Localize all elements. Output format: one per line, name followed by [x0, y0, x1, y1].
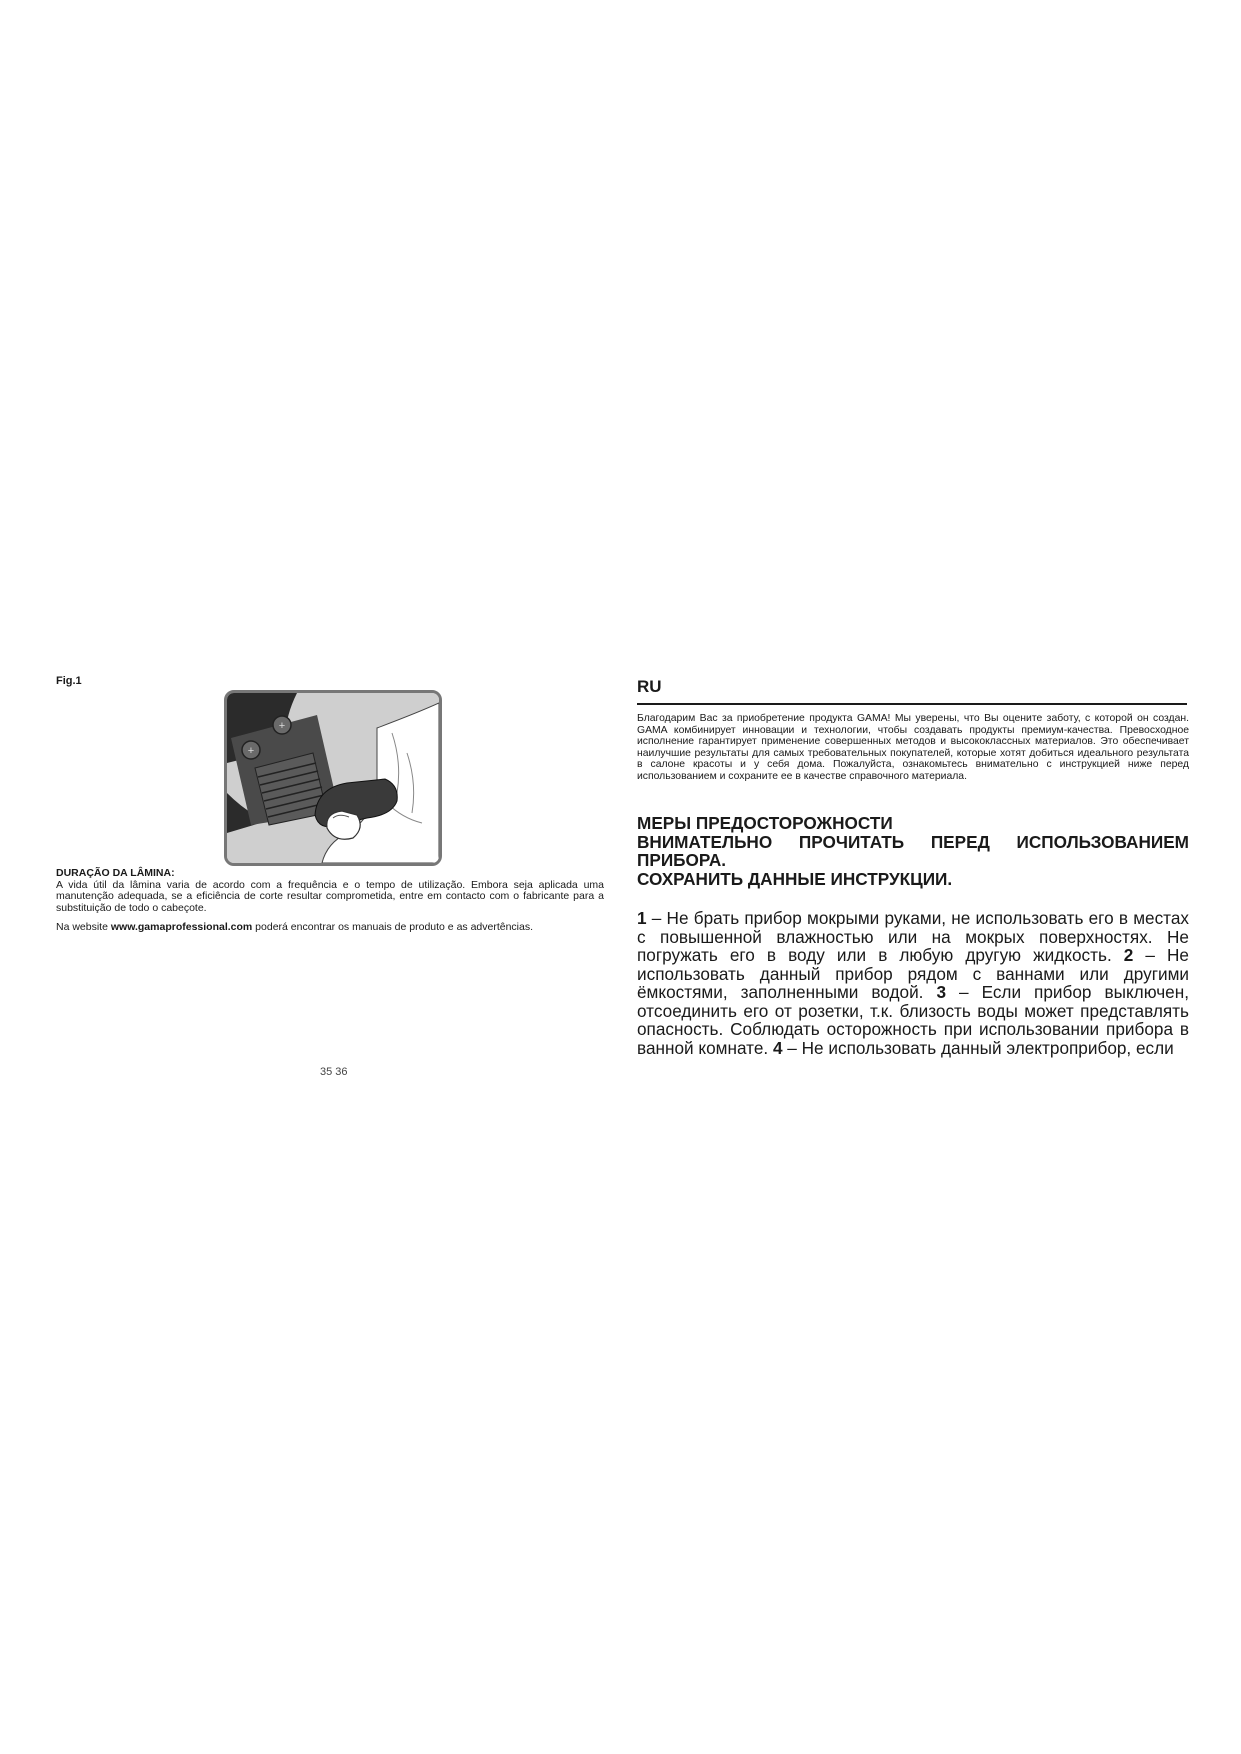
intro-paragraph: Благодарим Вас за приобретение продукта GAMA! Мы уверены, что Вы оцените заботу, с которой он создан. GAMA комбинирует инновации и технологии, чтобы создавать продукты премиум-качества. Превосходное исполнение гарантирует применение совершенных методов и высококлассных материалов. Это обеспечивает наилучшие результаты для самых требовательных покупателей, которые хотят добиться идеального результата в салоне красоты и у себя дома. Пожалуйста, ознакомьтесь внимательно с инструкцией ниже перед использованием и сохраните ее в качестве справочного материала. — [637, 713, 1189, 782]
item-number: 1 — [637, 908, 647, 928]
heading-divider — [637, 703, 1187, 705]
safety-heading-line: ПРИБОРА. — [637, 850, 727, 871]
website-prefix: Na website — [56, 921, 111, 933]
language-code: RU — [637, 677, 662, 696]
safety-heading-line: МЕРЫ ПРЕДОСТОРОЖНОСТИ — [637, 813, 893, 833]
blade-duration-heading: DURAÇÃO DA LÂMINA: — [56, 867, 175, 879]
svg-text:+: + — [278, 720, 286, 732]
item-text: – Не использовать данный прибор рядом с ваннами или другими ёмкостями, заполненными водой. — [637, 945, 1189, 1002]
svg-text:+: + — [247, 745, 255, 757]
item-text: – Если прибор выключен, отсоединить его от розетки, т.к. близость воды может представлять опасность. Соблюдать осторожность при использовании прибора в ванной комнате. — [637, 982, 1190, 1058]
website-note — [56, 921, 604, 933]
safety-heading-line: СОХРАНИТЬ ДАННЫЕ ИНСТРУКЦИИ. — [637, 868, 953, 889]
item-text: – Не брать прибор мокрыми руками, не использовать его в местах с повышенной влажностью или на мокрых поверхностях. Не погружать его в воду или в любую другую жидкость. — [637, 908, 1189, 965]
item-number: 3 — [936, 982, 947, 1002]
blade-removal-illustration — [224, 690, 442, 866]
safety-instructions — [637, 909, 1189, 1057]
website-suffix: poderá encontrar os manuais de produto e as advertências. — [252, 921, 534, 933]
item-number: 4 — [772, 1037, 783, 1058]
blade-duration-section — [56, 868, 604, 914]
blade-duration-text: A vida útil da lâmina varia de acordo com a frequência e o tempo de utilização. Embora seja aplicada uma manutenção adequada, se a eficiência de corte resultar comprometida, entre em contacto com o fabricante para a substituição de todo o cabeçote. — [56, 878, 604, 914]
item-text: – Не использовать данный электроприбор, если — [782, 1037, 1174, 1058]
manual-spread — [52, 665, 1192, 1095]
item-number: 2 — [1123, 945, 1134, 965]
safety-heading-block — [637, 814, 1189, 888]
page-numbers: 35 36 — [320, 1066, 348, 1078]
safety-heading-line: ВНИМАТЕЛЬНО ПРОЧИТАТЬ ПЕРЕД ИСПОЛЬЗОВАНИЕМ — [637, 831, 1189, 852]
figure-label: Fig.1 — [56, 675, 82, 687]
website-link[interactable]: www.gamaprofessional.com — [110, 921, 253, 933]
